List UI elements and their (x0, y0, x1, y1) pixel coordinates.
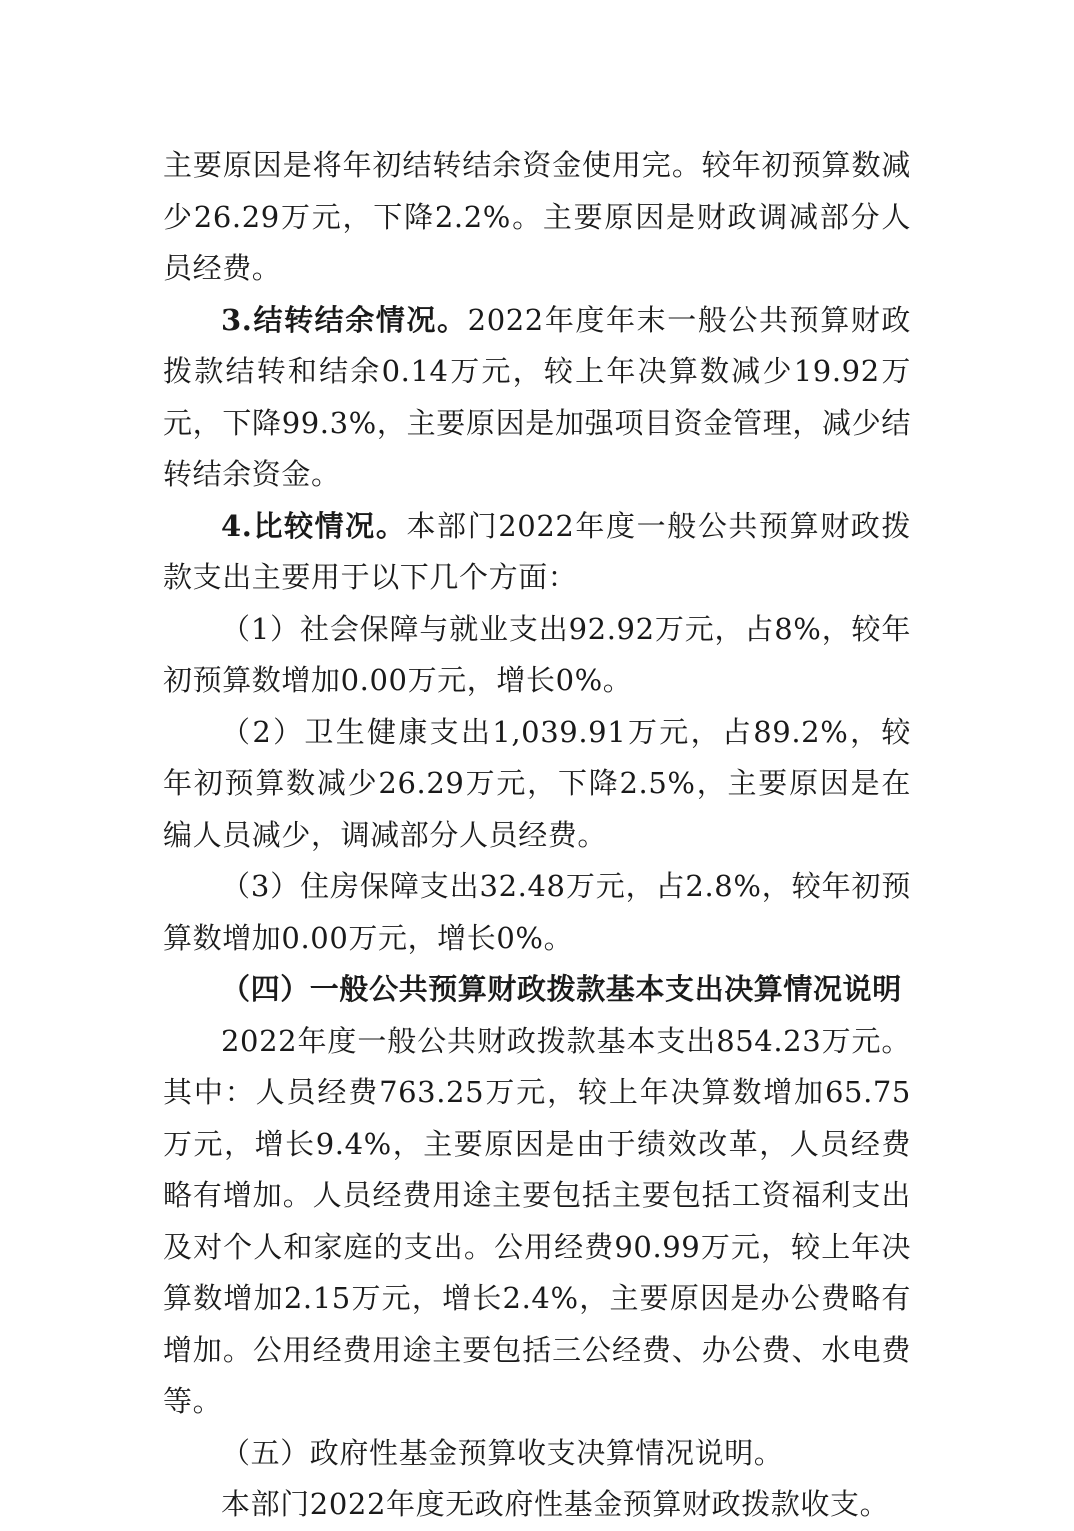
paragraph-comparison (163, 501, 911, 604)
comparison-body: 本部门2022年度一般公共预算财政拨款支出主要用于以下几个方面： (163, 508, 911, 594)
comparison-lead: 4.比较情况。 (221, 508, 407, 543)
carryover-lead: 3.结转结余情况。 (221, 302, 468, 337)
paragraph-budget-reduction: 主要原因是将年初结转结余资金使用完。较年初预算数减少26.29万元，下降2.2%。主要原因是财政调减部分人员经费。 (163, 148, 911, 285)
section-heading-government-fund: （五）政府性基金预算收支决算情况说明。 (221, 1435, 784, 1470)
section-heading-basic-expenditure: （四）一般公共预算财政拨款基本支出决算情况说明 (221, 972, 902, 1006)
document-page (163, 140, 911, 1531)
paragraph-housing: （3）住房保障支出32.48万元，占2.8%，较年初预算数增加0.00万元，增长0%。 (163, 869, 911, 955)
carryover-body: 2022年度年末一般公共预算财政拨款结转和结余0.14万元，较上年决算数减少19.92万元，下降99.3%，主要原因是加强项目资金管理，减少结转结余资金。 (163, 302, 911, 491)
paragraph-health: （2）卫生健康支出1,039.91万元，占89.2%，较年初预算数减少26.29万元，下降2.5%，主要原因是在编人员减少，调减部分人员经费。 (163, 714, 911, 852)
paragraph-social-security: （1）社会保障与就业支出92.92万元，占8%，较年初预算数增加0.00万元，增长0%。 (163, 611, 911, 697)
paragraph-basic-expenditure: 2022年度一般公共财政拨款基本支出854.23万元。其中：人员经费763.25万元，较上年决算数增加65.75万元，增长9.4%，主要原因是由于绩效改革，人员经费略有增加。人员经费用途主要包括主要包括工资福利支出及对个人和家庭的支出。公用经费90.99万元，较上年决算数增加2.15万元，增长2.4%，主要原因是办公费略有增加。公用经费用途主要包括三公经费、办公费、水电费等。 (163, 1023, 911, 1418)
paragraph-carryover (163, 295, 911, 501)
paragraph-government-fund: 本部门2022年度无政府性基金预算财政拨款收支。 (221, 1487, 890, 1521)
